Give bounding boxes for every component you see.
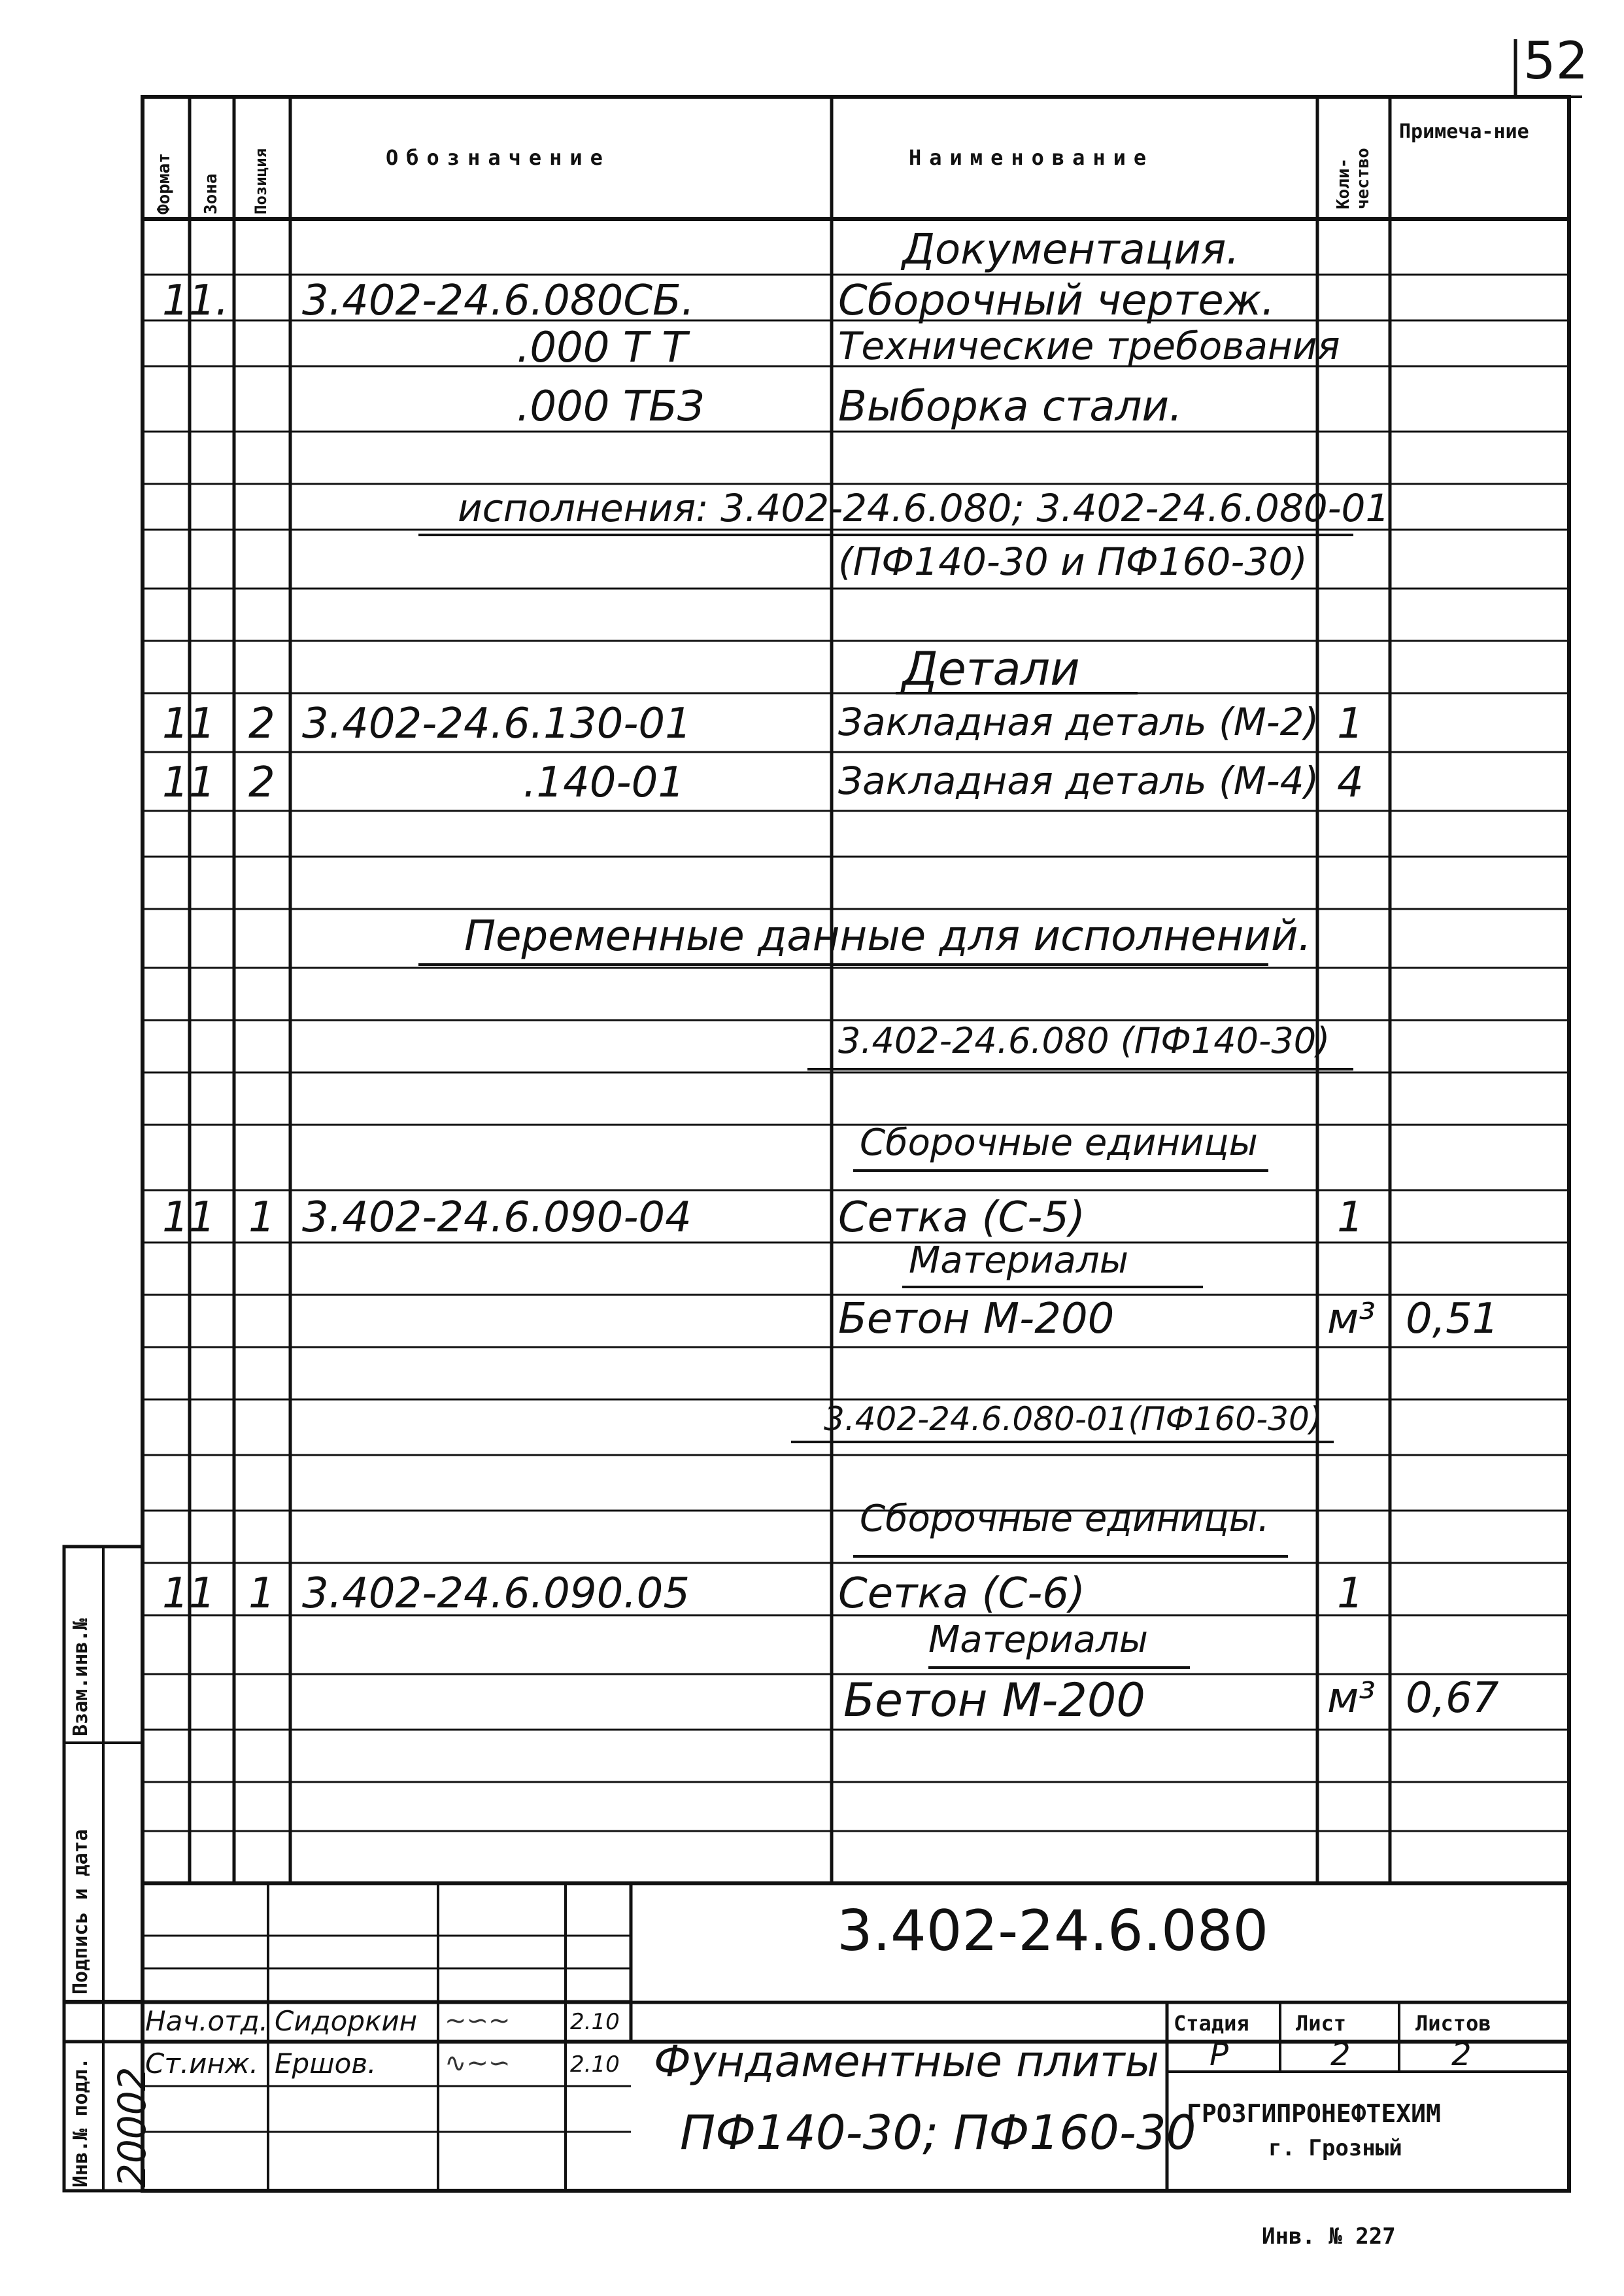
row9-position: 2 <box>248 759 275 807</box>
row2-format: 11. <box>162 277 229 325</box>
row4-designation: .000 ТБЗ <box>516 383 704 431</box>
side-vzam-inv: Взам.инв.№ <box>69 1618 92 1736</box>
row13-quantity: 1 <box>1337 1193 1364 1242</box>
row2-designation: 3.402-24.6.080СБ. <box>302 277 695 325</box>
sheets-label: Листов <box>1415 2011 1491 2036</box>
row20-name: Бетон М-200 <box>843 1673 1145 1727</box>
header-note: Примеча-ние <box>1399 120 1529 143</box>
row-documentation: Документация. <box>902 226 1240 274</box>
row7-details-heading: Детали <box>902 642 1080 696</box>
row18-name: Сетка (С-6) <box>838 1569 1085 1618</box>
role1: Нач.отд. <box>145 2005 269 2037</box>
row3-name: Технические требования <box>838 324 1340 368</box>
row9-format: 11 <box>162 759 216 807</box>
row3-designation: .000 Т Т <box>516 324 688 372</box>
row15-unit: м³ <box>1327 1295 1376 1343</box>
signature2-icon: ∿~∽ <box>445 2048 511 2078</box>
date1: 2.10 <box>570 2009 620 2035</box>
row19-materials: Материалы <box>928 1619 1148 1661</box>
page-number: 52 <box>1523 32 1589 91</box>
header-position: Позиция <box>252 148 270 214</box>
row8-quantity: 1 <box>1337 700 1364 748</box>
role2: Ст.инж. <box>145 2048 259 2080</box>
row9-name: Закладная деталь (М-4) <box>838 759 1319 803</box>
stage-label: Стадия <box>1174 2011 1249 2036</box>
row13-name: Сетка (С-5) <box>838 1193 1085 1242</box>
date2: 2.10 <box>570 2051 620 2078</box>
row15-name: Бетон М-200 <box>838 1295 1115 1343</box>
row18-quantity: 1 <box>1337 1569 1364 1618</box>
title-line1: Фундаментные плиты <box>654 2036 1159 2087</box>
row2-name: Сборочный чертеж. <box>838 277 1275 325</box>
header-quantity: Коли-чество <box>1334 148 1373 209</box>
row5-variants: исполнения: 3.402-24.6.080; 3.402-24.6.080-01 <box>458 486 1390 530</box>
org-name: ГРОЗГИПРОНЕФТЕХИМ <box>1187 2099 1441 2128</box>
row16-variant: 3.402-24.6.080-01(ПФ160-30) <box>824 1400 1323 1438</box>
row20-unit: м³ <box>1327 1674 1376 1722</box>
sheet-label: Лист <box>1296 2011 1347 2036</box>
row8-format: 11 <box>162 700 216 748</box>
row14-materials: Материалы <box>909 1239 1128 1282</box>
row4-name: Выборка стали. <box>838 383 1183 431</box>
row17-assembly-units: Сборочные единицы. <box>860 1498 1270 1540</box>
row8-position: 2 <box>248 700 275 748</box>
row20-note: 0,67 <box>1406 1674 1499 1722</box>
sheets-value: 2 <box>1451 2036 1472 2073</box>
header-format: Формат <box>154 153 174 214</box>
side-sign-date: Подпись и дата <box>69 1829 92 1995</box>
row9-quantity: 4 <box>1337 759 1364 807</box>
row10-variable-data: Переменные данные для исполнений. <box>464 912 1311 961</box>
side-inv-value: 20002 <box>110 2066 154 2187</box>
row8-designation: 3.402-24.6.130-01 <box>302 700 692 748</box>
row8-name: Закладная деталь (М-2) <box>838 700 1319 744</box>
title-line2: ПФ140-30; ПФ160-30 <box>680 2105 1196 2160</box>
row15-note: 0,51 <box>1406 1295 1499 1343</box>
doc-code: 3.402-24.6.080 <box>837 1898 1269 1964</box>
stage-value: Р <box>1210 2036 1228 2073</box>
row18-format: 11 <box>162 1569 216 1618</box>
row13-position: 1 <box>248 1193 275 1242</box>
org-city: г. Грозный <box>1268 2135 1402 2161</box>
header-designation: Обозначение <box>386 145 611 170</box>
header-name: Наименование <box>909 145 1155 170</box>
sheet-value: 2 <box>1330 2036 1351 2073</box>
row9-designation: .140-01 <box>523 759 685 807</box>
person2: Ершов. <box>275 2048 377 2080</box>
footer-inv: Инв. № 227 <box>1262 2223 1396 2250</box>
row12-assembly-units: Сборочные единицы <box>860 1122 1258 1164</box>
header-zone: Зона <box>201 173 221 214</box>
row11-variant: 3.402-24.6.080 (ПФ140-30) <box>838 1020 1330 1061</box>
row13-designation: 3.402-24.6.090-04 <box>302 1193 692 1242</box>
row13-format: 11 <box>162 1193 216 1242</box>
row6-name: (ПФ140-30 и ПФ160-30) <box>838 540 1308 584</box>
row18-position: 1 <box>248 1569 275 1618</box>
person1: Сидоркин <box>275 2005 418 2037</box>
signature1-icon: ~∽~ <box>445 2006 511 2036</box>
row18-designation: 3.402-24.6.090.05 <box>302 1569 690 1618</box>
side-inv-no-sub: Инв.№ подл. <box>69 2057 92 2187</box>
